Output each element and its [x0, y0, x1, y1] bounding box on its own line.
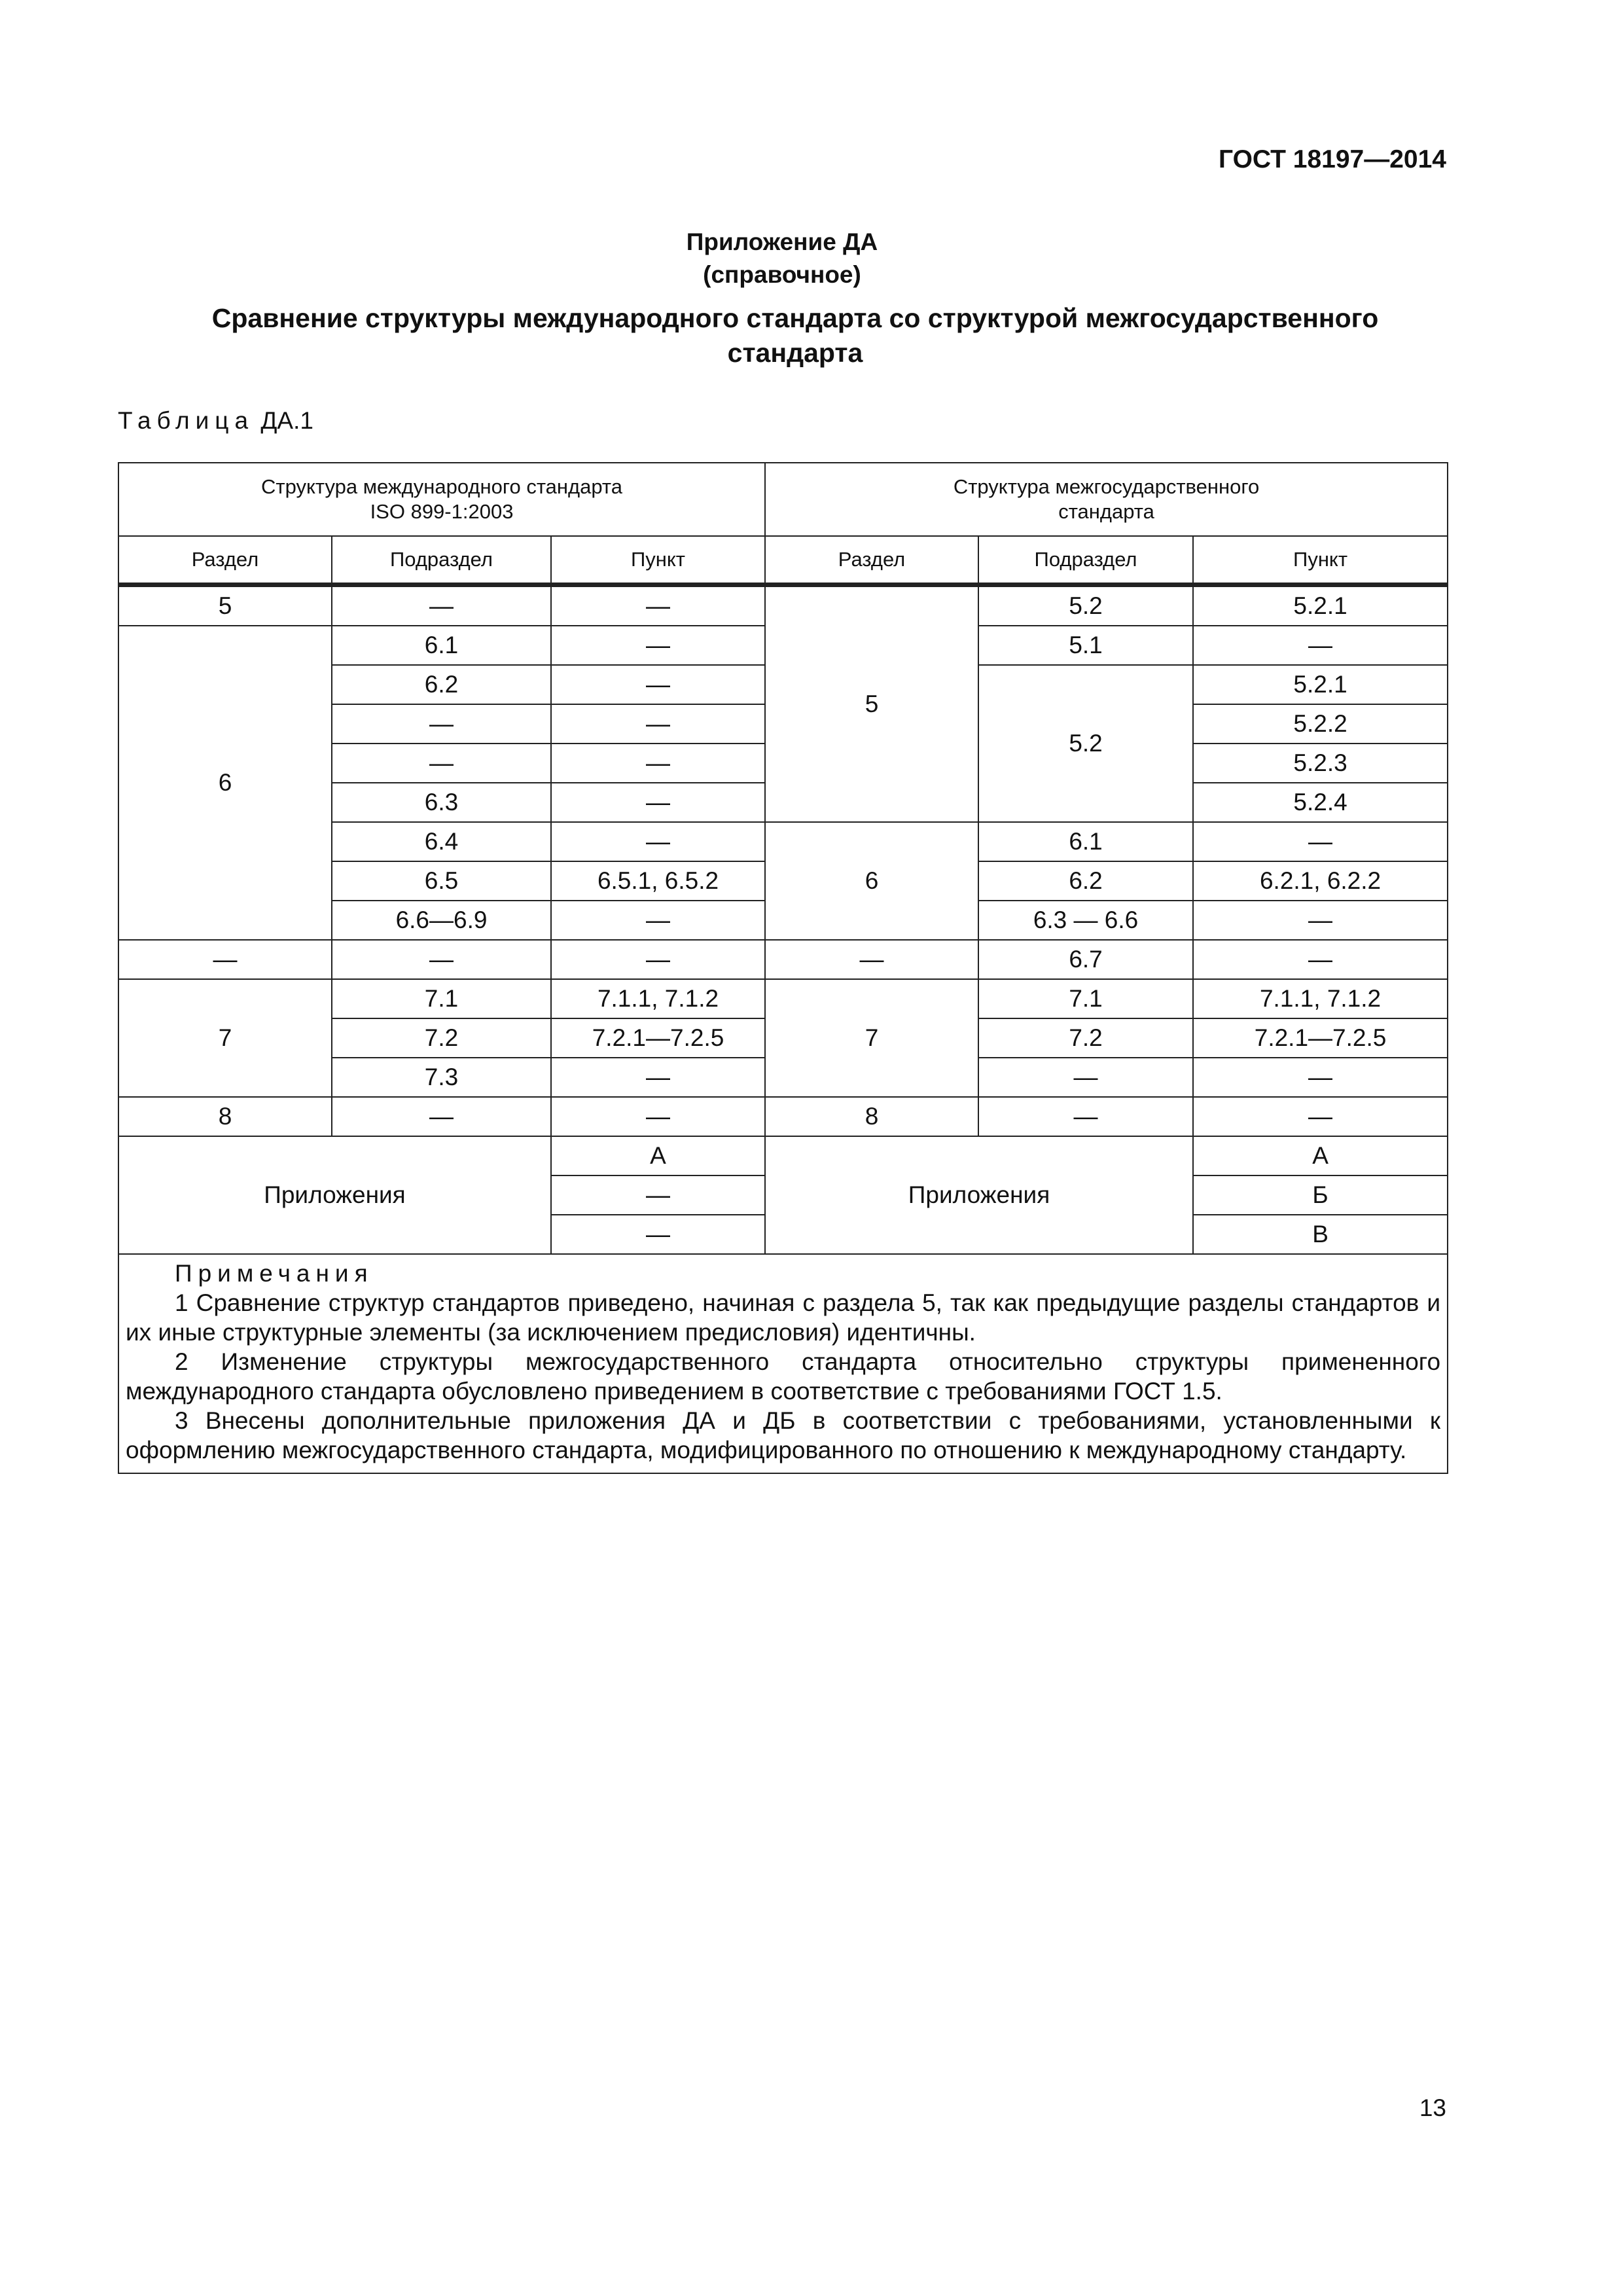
table-cell: 5: [765, 585, 978, 823]
table-cell: 7.2.1—7.2.5: [1193, 1018, 1448, 1058]
interstate-annexes-label: Приложения: [765, 1136, 1193, 1254]
table-cell: 6.4: [332, 822, 551, 861]
intl-header-line2: ISO 899-1:2003: [370, 500, 514, 523]
table-label-word: Таблица: [118, 407, 255, 434]
table-notes: [118, 1254, 1448, 1473]
interstate-structure-header: [765, 463, 1448, 536]
column-header-interstate-section: Раздел: [765, 536, 978, 585]
table-cell: —: [332, 585, 551, 626]
interstate-annex-item: В: [1193, 1215, 1448, 1254]
table-cell: 8: [765, 1097, 978, 1136]
table-cell: 5.2.4: [1193, 783, 1448, 822]
page-number: 13: [1419, 2094, 1446, 2121]
table-cell: 6.2.1, 6.2.2: [1193, 861, 1448, 901]
table-cell: 6.2: [332, 665, 551, 704]
table-cell: —: [551, 665, 765, 704]
annex-title-block: [0, 226, 1564, 291]
table-cell: 6.1: [978, 822, 1193, 861]
table-cell: 6.3 — 6.6: [978, 901, 1193, 940]
interstate-header-line1: Структура межгосударственного: [953, 475, 1260, 498]
note-1: 1 Сравнение структур стандартов приведено, начиная с раздела 5, так как предыдущие разделы стандартов и их иные структурные элементы (за исключением предисловия) идентичны.: [126, 1289, 1441, 1346]
table-cell: 5.2.1: [1193, 665, 1448, 704]
table-label-number: ДА.1: [260, 407, 313, 434]
table-cell: 5.2: [978, 665, 1193, 822]
annex-heading-line2: стандарта: [727, 338, 863, 368]
interstate-annex-item: Б: [1193, 1175, 1448, 1215]
table-cell: —: [1193, 940, 1448, 979]
table-cell: 7.2: [978, 1018, 1193, 1058]
table-cell: —: [1193, 1058, 1448, 1097]
column-header-interstate-clause: Пункт: [1193, 536, 1448, 585]
annex-subtitle: (справочное): [703, 261, 861, 288]
intl-annex-item: А: [551, 1136, 765, 1175]
table-cell: —: [118, 940, 332, 979]
column-header-intl-clause: Пункт: [551, 536, 765, 585]
table-cell: —: [978, 1097, 1193, 1136]
intl-header-line1: Структура международного стандарта: [261, 475, 623, 498]
table-cell: —: [1193, 901, 1448, 940]
table-cell: —: [332, 940, 551, 979]
table-cell: 6.7: [978, 940, 1193, 979]
table-cell: —: [551, 822, 765, 861]
comparison-table: [118, 462, 1448, 1474]
interstate-annex-item: А: [1193, 1136, 1448, 1175]
table-cell: 6.5: [332, 861, 551, 901]
table-cell: 7.1: [332, 979, 551, 1018]
column-header-row: [118, 536, 1448, 585]
table-cell: 5.2.3: [1193, 744, 1448, 783]
table-cell: —: [978, 1058, 1193, 1097]
table-cell: 6.2: [978, 861, 1193, 901]
table-cell: 7.1.1, 7.1.2: [551, 979, 765, 1018]
table-cell: —: [551, 704, 765, 744]
table-cell: —: [332, 704, 551, 744]
table-cell: 6.5.1, 6.5.2: [551, 861, 765, 901]
table-cell: 7: [118, 979, 332, 1097]
notes-heading: [126, 1259, 1440, 1288]
table-row: [118, 940, 1448, 979]
note-2: 2 Изменение структуры межгосударственного стандарта относительно структуры примененного международного стандарта обусловлено приведением в соответствие с требованиями ГОСТ 1.5.: [126, 1348, 1441, 1405]
table-cell: 6: [118, 626, 332, 940]
table-header-row: [118, 463, 1448, 536]
document-code: ГОСТ 18197—2014: [1219, 145, 1446, 173]
table-cell: —: [551, 1058, 765, 1097]
table-cell: —: [551, 585, 765, 626]
table-cell: 5.1: [978, 626, 1193, 665]
table-cell: —: [1193, 1097, 1448, 1136]
column-header-interstate-subsection: Подраздел: [978, 536, 1193, 585]
table-cell: 6.3: [332, 783, 551, 822]
intl-annex-item: —: [551, 1215, 765, 1254]
table-cell: 7.2.1—7.2.5: [551, 1018, 765, 1058]
column-header-intl-section: Раздел: [118, 536, 332, 585]
table-cell: 5.2: [978, 585, 1193, 626]
column-header-intl-subsection: Подраздел: [332, 536, 551, 585]
annex-title: Приложение ДА: [686, 228, 878, 255]
intl-annexes-label: Приложения: [118, 1136, 551, 1254]
table-cell: —: [765, 940, 978, 979]
table-cell: 6.1: [332, 626, 551, 665]
table-cell: —: [551, 901, 765, 940]
table-cell: —: [1193, 822, 1448, 861]
table-cell: 8: [118, 1097, 332, 1136]
table-cell: —: [551, 1097, 765, 1136]
intl-annex-item: —: [551, 1175, 765, 1215]
table-cell: 7.1: [978, 979, 1193, 1018]
table-label: [118, 407, 313, 435]
table-cell: —: [1193, 626, 1448, 665]
table-cell: 5.2.1: [1193, 585, 1448, 626]
annexes-row: [118, 1136, 1448, 1175]
note-3: 3 Внесены дополнительные приложения ДА и ДБ в соответствии с требованиями, установленными к оформлению межгосударственного стандарта, модифицированного по отношению к международному стандарту.: [126, 1407, 1441, 1463]
interstate-header-line2: стандарта: [1058, 500, 1154, 523]
table-cell: 7.3: [332, 1058, 551, 1097]
table-cell: —: [332, 744, 551, 783]
table-row: [118, 979, 1448, 1018]
table-cell: 7.2: [332, 1018, 551, 1058]
notes-heading-text: Примечания: [175, 1260, 374, 1287]
table-cell: 6.6—6.9: [332, 901, 551, 940]
notes-row: [118, 1254, 1448, 1473]
table-cell: 7: [765, 979, 978, 1097]
table-cell: 5.2.2: [1193, 704, 1448, 744]
intl-structure-header: [118, 463, 765, 536]
table-cell: 7.1.1, 7.1.2: [1193, 979, 1448, 1018]
table-cell: —: [551, 626, 765, 665]
table-cell: 5: [118, 585, 332, 626]
table-cell: —: [551, 783, 765, 822]
annex-heading: [151, 301, 1440, 370]
table-row: [118, 585, 1448, 626]
table-cell: —: [332, 1097, 551, 1136]
table-cell: —: [551, 744, 765, 783]
table-cell: 6: [765, 822, 978, 940]
annex-heading-line1: Сравнение структуры международного стандарта со структурой межгосударственного: [211, 303, 1379, 333]
table-cell: —: [551, 940, 765, 979]
table-row: [118, 1097, 1448, 1136]
